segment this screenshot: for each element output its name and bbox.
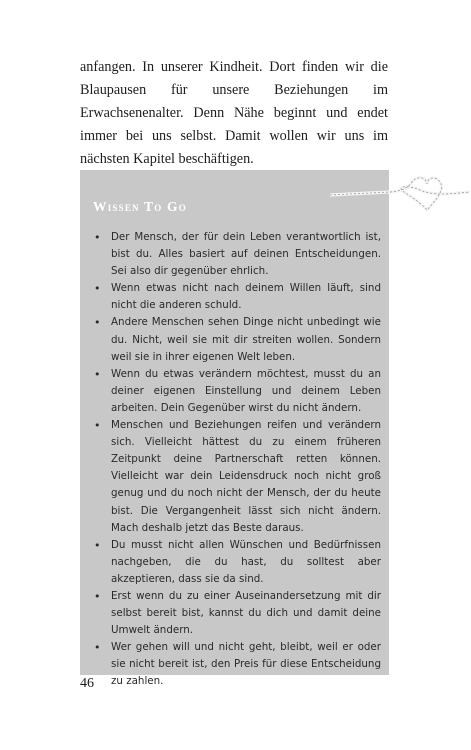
bullet-icon: • [94,316,101,330]
list-item [93,229,381,280]
bullet-icon: • [94,419,101,433]
bullet-list [93,229,381,691]
bullet-icon: • [94,589,101,603]
rope-heart-knot-icon [330,170,470,220]
bullet-icon: • [94,538,101,552]
list-item-text: Menschen und Beziehungen reifen und verändern sich. Vielleicht hättest du zu einem früheren Zeitpunkt deine Partnerschaft retten können. Vielleicht war dein Leidensdruck noch nicht groß genug und du noch nicht der Mensch, der du heute bist. Die Vergangenheit lässt sich nicht ändern. Mach deshalb jetzt das Beste daraus. [111,419,381,534]
list-item [93,588,381,639]
page-number: 46 [80,676,94,691]
list-item [93,417,381,537]
list-item-text: Wer gehen will und nicht geht, bleibt, weil er oder sie nicht bereit ist, den Preis für diese Entscheidung zu zahlen. [111,641,381,688]
list-item-text: Wenn du etwas verändern möchtest, musst du an deiner eigenen Einstellung und deinem Leben arbeiten. Dein Gegenüber wirst du nicht ändern. [111,367,381,414]
list-item-text: Wenn etwas nicht nach deinem Willen läuft, sind nicht die anderen schuld. [111,282,381,312]
intro-paragraph: anfangen. In unserer Kindheit. Dort finden wir die Blaupausen für unsere Beziehungen im Erwachsenenalter. Denn Nähe beginnt und endet immer bei uns selbst. Damit wollen wir uns im nächsten Kapitel beschäftigen. [80,59,388,167]
list-item-text: Erst wenn du zu einer Auseinandersetzung mit dir selbst bereit bist, kannst du dich und damit deine Umwelt ändern. [111,589,381,637]
list-item [93,314,381,365]
list-item-text: Du musst nicht allen Wünschen und Bedürfnissen nachgeben, die du hast, du solltest aber akzeptieren, dass sie da sind. [111,538,381,585]
box-title: Wissen To Go [93,199,187,214]
list-item [93,639,381,690]
list-item [93,537,381,588]
bullet-icon: • [94,641,101,655]
list-item-text: Andere Menschen sehen Dinge nicht unbedingt wie du. Nicht, weil sie mit dir streiten wollen. Sondern weil sie in ihrer eigenen Welt leben. [111,316,381,363]
bullet-icon: • [94,282,101,296]
list-item [93,366,381,417]
list-item [93,280,381,314]
bullet-icon: • [94,367,101,381]
list-item-text: Der Mensch, der für dein Leben verantwortlich ist, bist du. Alles basiert auf deinen Entscheidungen. Sei also dir gegenüber ehrlich. [111,231,381,278]
bullet-icon: • [94,231,101,244]
